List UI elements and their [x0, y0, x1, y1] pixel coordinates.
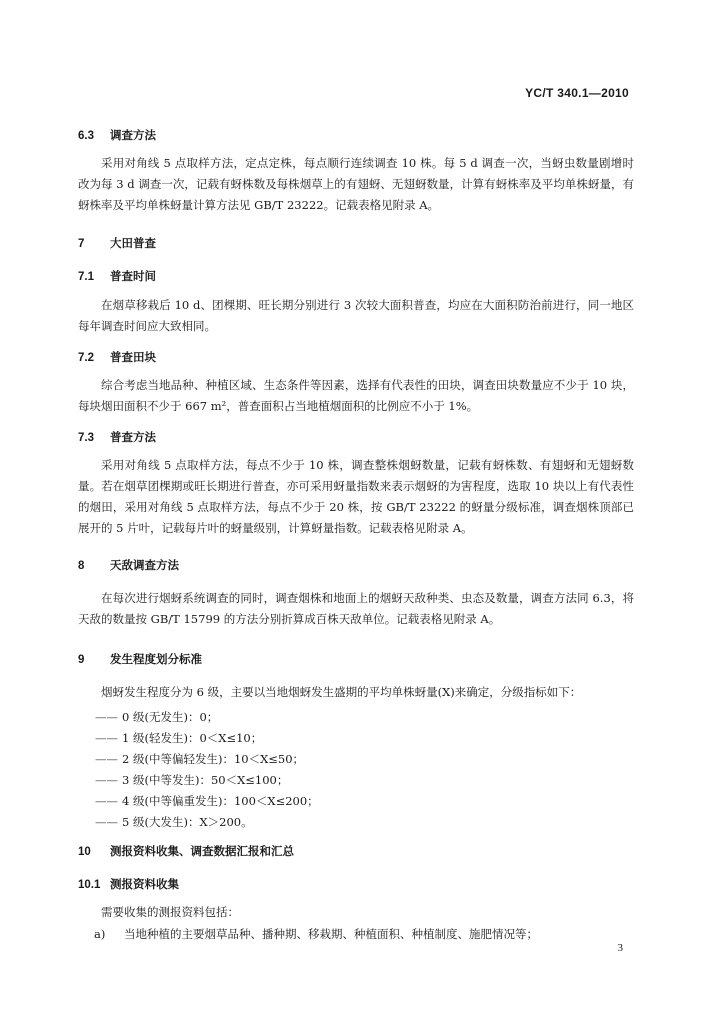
section-10-1-heading [78, 876, 179, 892]
section-title: 普查田块 [110, 350, 157, 364]
section-number: 7.2 [78, 352, 94, 364]
level-item: —— 4 级(中等偏重发生)：100＜X≤200； [95, 794, 319, 808]
section-7-3-heading [78, 429, 156, 445]
page-number: 3 [617, 942, 623, 954]
section-9-paragraph: 烟蚜发生程度分为 6 级，主要以当地烟蚜发生盛期的平均单株蚜量(X)来确定，分级指标如下： [101, 685, 582, 699]
section-title: 发生程度划分标准 [110, 652, 203, 666]
section-number: 7.3 [78, 432, 94, 444]
section-7-2-paragraph: 综合考虑当地品种、种植区域、生态条件等因素，选择有代表性的田块，调查田块数量应不少于 10 块，每块烟田面积不少于 667 m²，普查面积占当地植烟面积的比例应不小于 1%。 [78, 378, 634, 413]
section-title: 天敌调查方法 [110, 558, 180, 572]
level-item: —— 1 级(轻发生)：0＜X≤10； [95, 731, 263, 745]
section-8-heading [78, 557, 179, 573]
level-item: —— 2 级(中等偏轻发生)：10＜X≤50； [95, 752, 305, 766]
section-7-1-heading [78, 268, 156, 284]
document-code: YC/T 340.1—2010 [525, 86, 629, 100]
section-10-1-paragraph: 需要收集的测报资料包括： [101, 905, 239, 919]
section-10-heading [78, 843, 294, 859]
list-item-a [94, 926, 538, 942]
section-number: 6.3 [78, 130, 94, 142]
section-7-heading [78, 235, 156, 251]
list-item-label: a) [94, 927, 106, 941]
level-item: —— 3 级(中等发生)：50＜X≤100； [95, 773, 289, 787]
section-number: 9 [78, 654, 85, 666]
section-number: 10 [78, 846, 91, 858]
section-title: 普查时间 [110, 269, 157, 283]
section-title: 测报资料收集 [110, 877, 180, 891]
section-title: 普查方法 [110, 430, 157, 444]
section-number: 7.1 [78, 271, 94, 283]
level-item: —— 5 级(大发生)：X＞200。 [95, 815, 253, 829]
section-6-3-paragraph: 采用对角线 5 点取样方法，定点定株，每点顺行连续调查 10 株。每 5 d 调查一次，当蚜虫数量剧增时改为每 3 d 调查一次，记载有蚜株数及每株烟草上的有翅蚜、无翅蚜数量，计算有蚜株率及平均单株蚜量，有蚜株率及平均单株蚜量计算方法见 GB/T 23222。记载表格见附录 A。 [78, 156, 634, 212]
section-title: 调查方法 [110, 128, 157, 142]
level-item: —— 0 级(无发生)：0； [95, 710, 219, 724]
section-7-1-paragraph: 在烟草移栽后 10 d、团棵期、旺长期分别进行 3 次较大面积普查，均应在大面积防治前进行，同一地区每年调查时间应大致相同。 [78, 298, 634, 333]
section-8-paragraph: 在每次进行烟蚜系统调查的同时，调查烟株和地面上的烟蚜天敌种类、虫态及数量，调查方法同 6.3，将天敌的数量按 GB/T 15799 的方法分别折算成百株天敌单位。记载表格见附录 A。 [78, 591, 634, 626]
section-title: 测报资料收集、调查数据汇报和汇总 [110, 844, 295, 858]
section-7-2-heading [78, 349, 156, 365]
section-9-heading [78, 651, 202, 667]
list-item-text: 当地种植的主要烟草品种、播种期、移栽期、种植面积、种植制度、施肥情况等； [124, 927, 538, 941]
section-7-3-paragraph: 采用对角线 5 点取样方法，每点不少于 10 株，调查整株烟蚜数量，记载有蚜株数、有翅蚜和无翅蚜数量。若在烟草团棵期或旺长期进行普查，亦可采用蚜量指数来表示烟蚜的为害程度，选取 10 块以上有代表性的烟田，采用对角线 5 点取样方法，每点不少于 20 株，按 GB/T 23222 的蚜量分级标准，调查烟株顶部已展开的 5 片叶，记载每片叶的蚜量级别，计算蚜量指数。记载表格见附录 A。 [78, 458, 634, 535]
section-number: 7 [78, 238, 85, 250]
section-number: 10.1 [78, 879, 101, 891]
section-title: 大田普查 [110, 236, 157, 250]
section-number: 8 [78, 560, 85, 572]
section-6-3-heading [78, 127, 156, 143]
